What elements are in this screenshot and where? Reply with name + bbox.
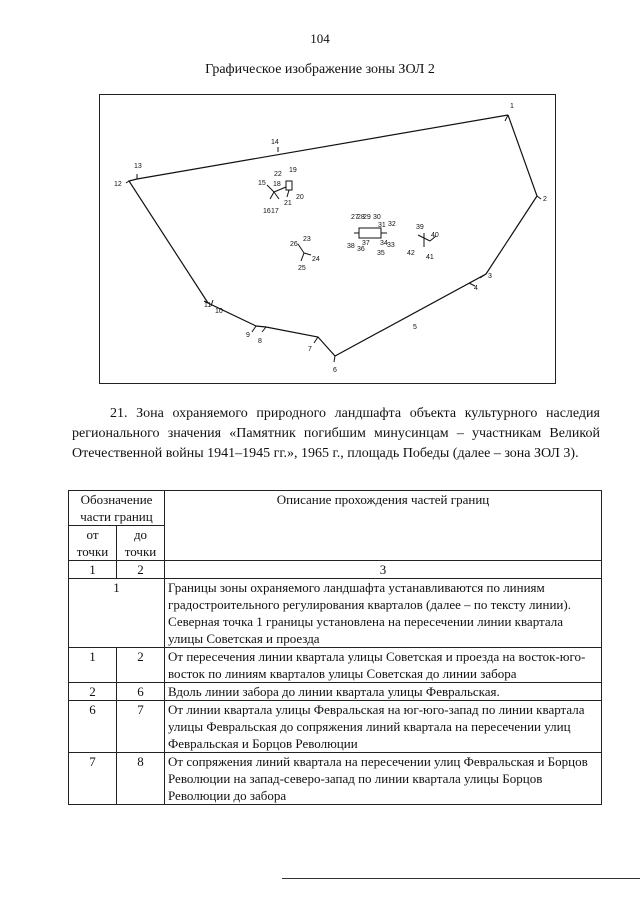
zone-diagram-svg: [100, 95, 557, 385]
point-label-9: 9: [246, 332, 250, 339]
inner-label-28: 28: [357, 214, 365, 221]
inner-label-42: 42: [407, 250, 415, 257]
point-label-6: 6: [333, 367, 337, 374]
inner-label-15: 15: [258, 180, 266, 187]
boundary-table: [68, 490, 602, 805]
table-numbering-row: [69, 561, 602, 579]
row-2-text: От пересечения линии квартала улицы Советская и проезда на восток-юго-восток по линиям кварталов улицы Советская до линии забора: [165, 648, 602, 683]
zone-paragraph: [72, 404, 600, 464]
table-row: [69, 648, 602, 683]
point-label-3: 3: [488, 273, 492, 280]
row-4-to: 7: [117, 701, 165, 753]
inner-labels: [258, 167, 439, 272]
inner-label-33: 33: [387, 242, 395, 249]
inner-label-41: 41: [426, 254, 434, 261]
bottom-rule: [282, 878, 640, 879]
zone-paragraph-text: 21. Зона охраняемого природного ландшафта объекта культурного наследия регионального значения «Памятник погибшим минусинцам – участникам Великой Отечественной войны 1941–1945 гг.», 1965 г., площадь Победы (далее – зона ЗОЛ 3).: [72, 406, 600, 461]
inner-label-25: 25: [298, 265, 306, 272]
inner-label-17: 17: [271, 208, 279, 215]
inner-label-32: 32: [388, 221, 396, 228]
col-number-2: 2: [117, 561, 165, 579]
inner-label-23: 23: [303, 236, 311, 243]
row-4-text: От линии квартала улицы Февральская на юг-юго-запад по линии квартала улицы Февральская до сопряжения линий квартала на пересечении улиц Февральская и Борцов Революции: [165, 701, 602, 753]
header-from: от точки: [69, 526, 117, 561]
point-label-8: 8: [258, 338, 262, 345]
boundary-labels: [114, 103, 547, 374]
row-1-text: Границы зоны охраняемого ландшафта устанавливаются по линиям градостроительного регулирования кварталов (далее – по тексту линии). Северная точка 1 границы установлена на пересечении линии квартала улицы Советская и проезда: [165, 579, 602, 648]
inner-label-16: 16: [263, 208, 271, 215]
row-3-to: 6: [117, 683, 165, 701]
row-5-text: От сопряжения линий квартала на пересечении улиц Февральская и Борцов Революции на запад-северо-запад по линии квартала улицы Борцов Революции до забора: [165, 753, 602, 805]
inner-label-34: 34: [380, 240, 388, 247]
inner-label-21: 21: [284, 200, 292, 207]
inner-label-30: 30: [373, 214, 381, 221]
zone-boundary-line: [129, 115, 537, 356]
header-description: Описание прохождения частей границ: [165, 491, 602, 561]
table-row: [69, 683, 602, 701]
row-5-from: 7: [69, 753, 117, 805]
inner-label-18: 18: [273, 181, 281, 188]
inner-object-c: [298, 244, 311, 261]
inner-label-35: 35: [377, 250, 385, 257]
row-3-text: Вдоль линии забора до линии квартала улицы Февральская.: [165, 683, 602, 701]
row-4-from: 6: [69, 701, 117, 753]
inner-label-36: 36: [357, 246, 365, 253]
header-designation: Обозначение части границ: [69, 491, 165, 526]
inner-label-20: 20: [296, 194, 304, 201]
inner-label-19: 19: [289, 167, 297, 174]
row-5-to: 8: [117, 753, 165, 805]
point-label-14: 14: [271, 139, 279, 146]
boundary-ticks: [126, 115, 541, 362]
row-2-from: 1: [69, 648, 117, 683]
point-label-12: 12: [114, 181, 122, 188]
point-label-2: 2: [543, 196, 547, 203]
inner-label-39: 39: [416, 224, 424, 231]
inner-object-b: [354, 228, 387, 238]
point-label-13: 13: [134, 163, 142, 170]
page-number: 104: [310, 31, 330, 46]
inner-label-24: 24: [312, 256, 320, 263]
point-label-10: 10: [215, 308, 223, 315]
table-row: [69, 701, 602, 753]
table-row: [69, 753, 602, 805]
figure-title: Графическое изображение зоны ЗОЛ 2: [205, 62, 435, 77]
point-label-4: 4: [474, 285, 478, 292]
col-number-3: 3: [165, 561, 602, 579]
row-2-to: 2: [117, 648, 165, 683]
point-label-7: 7: [308, 346, 312, 353]
row-1-from: 1: [69, 579, 165, 648]
row-3-from: 2: [69, 683, 117, 701]
inner-label-31: 31: [378, 222, 386, 229]
zone-diagram: [99, 94, 556, 384]
inner-label-22: 22: [274, 171, 282, 178]
inner-label-38: 38: [347, 243, 355, 250]
header-to: до точки: [117, 526, 165, 561]
point-label-11: 11: [204, 302, 212, 309]
table-row: [69, 579, 602, 648]
inner-label-40: 40: [431, 232, 439, 239]
inner-label-29: 29: [363, 214, 371, 221]
point-label-1: 1: [510, 103, 514, 110]
inner-label-27: 27: [351, 214, 359, 221]
point-label-5: 5: [413, 324, 417, 331]
inner-label-37: 37: [362, 240, 370, 247]
table-header-row: [69, 491, 602, 526]
col-number-1: 1: [69, 561, 117, 579]
inner-label-26: 26: [290, 241, 298, 248]
